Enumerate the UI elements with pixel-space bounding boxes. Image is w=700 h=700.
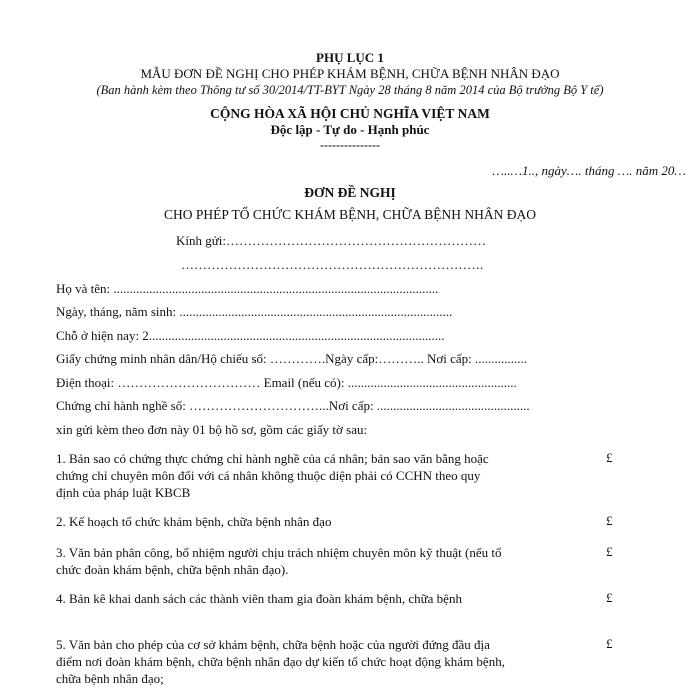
checkbox-icon[interactable]: £ xyxy=(606,513,613,528)
recipient-line: Kính gửi:…………………………………………………… xyxy=(176,233,487,248)
checkbox-icon[interactable]: £ xyxy=(606,450,613,465)
certificate-field: Chứng chỉ hành nghề số: …………………………...Nơi cấp: ............................................... xyxy=(56,398,530,413)
form-title: MẪU ĐƠN ĐỀ NGHỊ CHO PHÉP KHÁM BỆNH, CHỮA BỆNH NHÂN ĐẠO xyxy=(140,66,560,81)
attachments-intro: xin gửi kèm theo đơn này 01 bộ hồ sơ, gồm các giấy tờ sau: xyxy=(56,422,368,437)
checkbox-icon[interactable]: £ xyxy=(606,636,613,651)
country-name: CỘNG HÒA XÃ HỘI CHỦ NGHĨA VIỆT NAM xyxy=(210,106,490,121)
recipient-line-2: ……………………………………………………………. xyxy=(181,257,484,272)
document-subtitle: CHO PHÉP TỔ CHỨC KHÁM BỆNH, CHỮA BỆNH NHÂN ĐẠO xyxy=(164,207,536,222)
issued-note: (Ban hành kèm theo Thông tư số 30/2014/TT-BYT Ngày 28 tháng 8 năm 2014 của Bộ trưởng Bộ Y tế) xyxy=(96,83,604,97)
checkbox-icon[interactable]: £ xyxy=(606,544,613,559)
attachment-item-2: 2. Kế hoạch tổ chức khám bệnh, chữa bệnh nhân đạo xyxy=(56,514,332,529)
attachment-item-5: 5. Văn bản cho phép của cơ sở khám bệnh, chữa bệnh hoặc của người đứng đầu địa điểm nơi đoàn khám bệnh, chữa bệnh nhân đạo dự kiến tổ chức hoạt động khám bệnh, chữa bệnh nhân đạo; xyxy=(56,637,505,686)
header-divider: --------------- xyxy=(320,138,380,152)
national-motto: Độc lập - Tự do - Hạnh phúc xyxy=(270,122,430,137)
name-field: Họ và tên: .................................................................................................... xyxy=(56,281,439,296)
attachment-item-4: 4. Bản kê khai danh sách các thành viên tham gia đoàn khám bệnh, chữa bệnh xyxy=(56,591,462,606)
address-field: Chỗ ở hiện nay: 2........................................................................................... xyxy=(56,328,445,343)
id-card-field: Giấy chứng minh nhân dân/Hộ chiếu số: ………….Ngày cấp:……….. Nơi cấp: ................ xyxy=(56,351,528,366)
contact-field: Điện thoại: …………………………… Email (nếu có): .................................................... xyxy=(56,375,517,390)
appendix-label: PHỤ LỤC 1 xyxy=(316,50,384,65)
checkbox-icon[interactable]: £ xyxy=(606,590,613,605)
attachment-item-1: 1. Bản sao có chứng thực chứng chỉ hành nghề của cá nhân; bản sao văn bằng hoặc chứng chỉ chuyên môn đối với cá nhân không thuộc diện phải có CCHN theo quy định của pháp luật KBCB xyxy=(56,451,489,500)
date-line: …..…1.., ngày…. tháng …. năm 20… xyxy=(492,163,686,178)
attachment-item-3: 3. Văn bản phân công, bổ nhiệm người chịu trách nhiệm chuyên môn kỹ thuật (nếu tổ chức đoàn khám bệnh, chữa bệnh nhân đạo). xyxy=(56,545,502,577)
dob-field: Ngày, tháng, năm sinh: .................................................................................... xyxy=(56,304,453,319)
document-title: ĐƠN ĐỀ NGHỊ xyxy=(304,185,396,200)
